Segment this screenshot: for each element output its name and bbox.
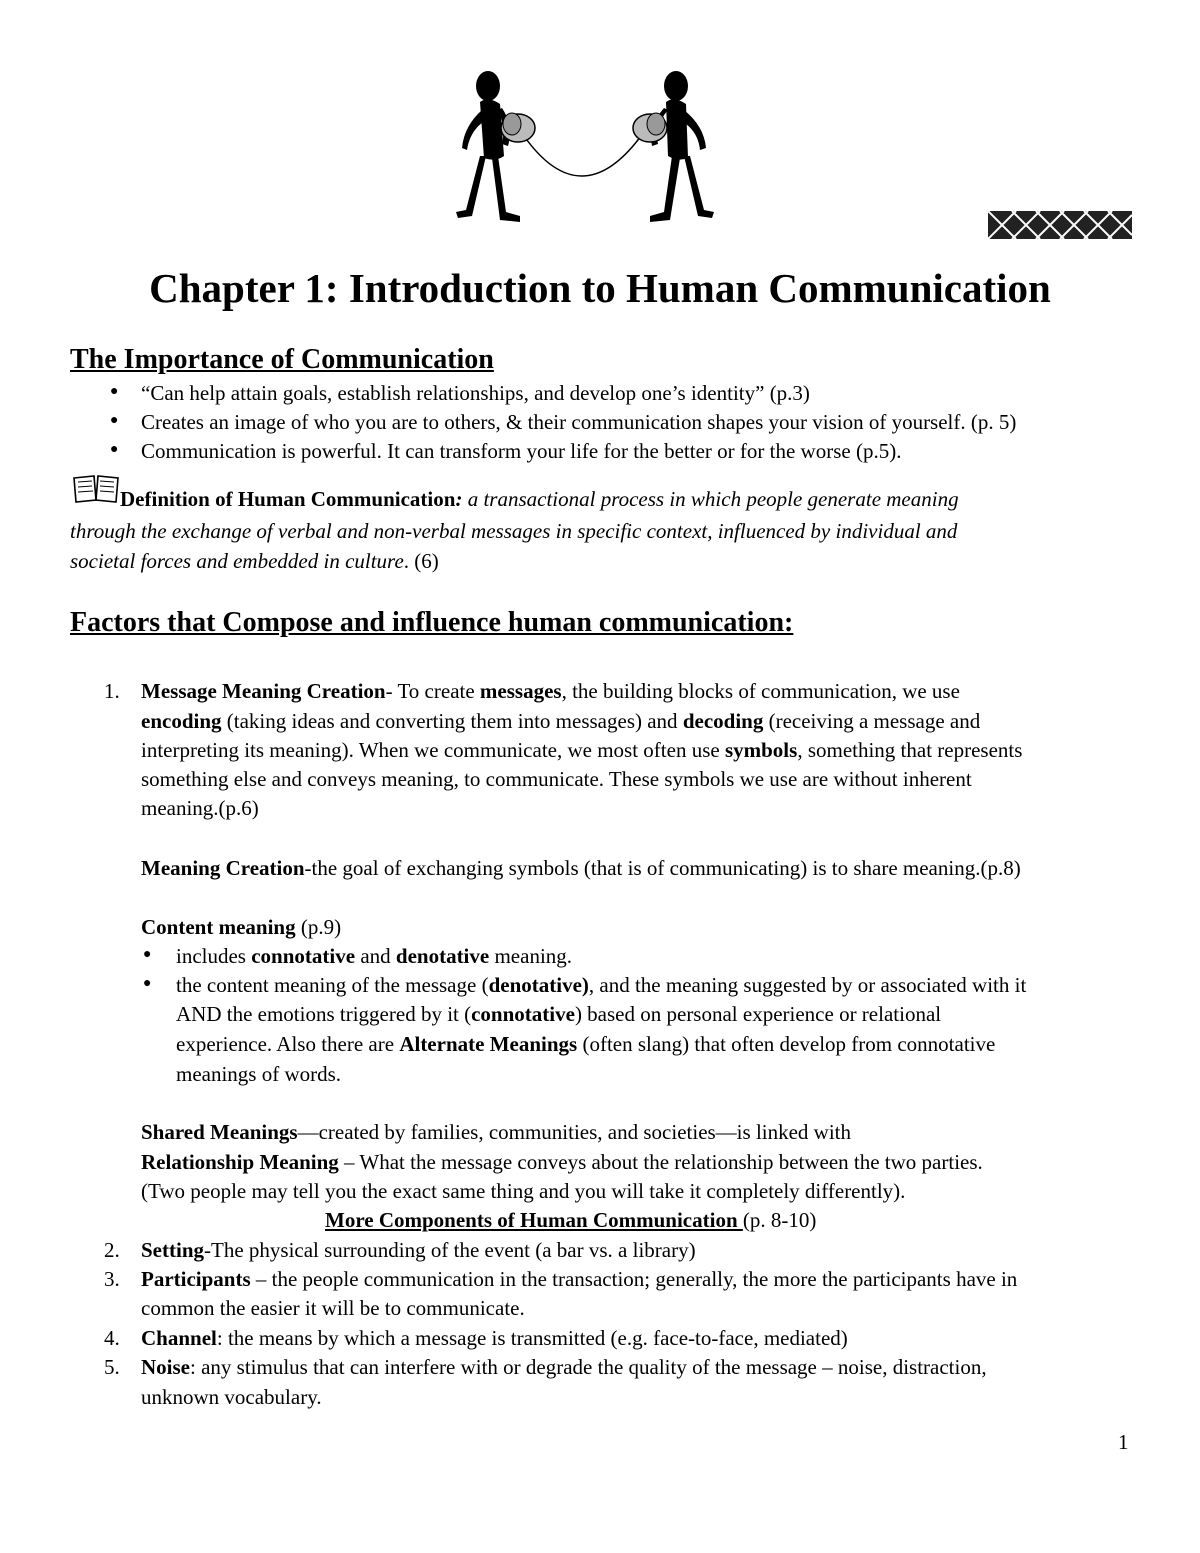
content-meaning-heading: Content meaning (p.9) bbox=[141, 915, 342, 939]
definition-label: Definition of Human Communication bbox=[120, 487, 456, 511]
content-bullet-1: includes connotative and denotative meaning. bbox=[176, 944, 573, 968]
item1-line-4: something else and conveys meaning, to communicate. These symbols we use are without inherent bbox=[141, 767, 972, 791]
item-noise-line-2: unknown vocabulary. bbox=[141, 1385, 322, 1409]
item-channel: Channel: the means by which a message is transmitted (e.g. face-to-face, mediated) bbox=[141, 1326, 848, 1350]
definition-line-2: through the exchange of verbal and non-verbal messages in specific context, influenced by individual and bbox=[70, 519, 958, 543]
content-bullet-2-line-4: meanings of words. bbox=[176, 1062, 342, 1086]
importance-heading: The Importance of Communication bbox=[70, 344, 494, 375]
list-number: 1. bbox=[104, 679, 120, 703]
item-noise: Noise: any stimulus that can interfere with or degrade the quality of the message – noise, distraction, bbox=[141, 1355, 987, 1379]
open-book-icon bbox=[72, 474, 120, 504]
two-people-tin-can-phone-icon bbox=[436, 66, 726, 230]
item-participants-line-2: common the easier it will be to communicate. bbox=[141, 1296, 525, 1320]
item1-line-5: meaning.(p.6) bbox=[141, 796, 259, 820]
definition-line-3: societal forces and embedded in culture. (6) bbox=[70, 549, 439, 573]
bullet-icon: ● bbox=[110, 442, 119, 457]
importance-bullet-2: Creates an image of who you are to others, & their communication shapes your vision of yourself. (p. 5) bbox=[141, 410, 1017, 434]
bullet-icon: ● bbox=[143, 976, 152, 991]
item-setting: Setting-The physical surrounding of the event (a bar vs. a library) bbox=[141, 1238, 696, 1262]
list-number: 2. bbox=[104, 1238, 120, 1262]
content-bullet-2-line-2: AND the emotions triggered by it (connotative) based on personal experience or relational bbox=[176, 1002, 942, 1026]
crosshatch-strip-icon bbox=[988, 211, 1132, 239]
definition-line-1: Definition of Human Communication: a transactional process in which people generate meaning bbox=[120, 487, 959, 511]
item1-line-3: interpreting its meaning). When we communicate, we most often use symbols, something that represents bbox=[141, 738, 1023, 762]
content-bullet-2-line-3: experience. Also there are Alternate Meanings (often slang) that often develop from connotative bbox=[176, 1032, 996, 1056]
relationship-meaning-line-2: (Two people may tell you the exact same thing and you will take it completely differently). bbox=[141, 1179, 906, 1203]
bullet-icon: ● bbox=[110, 413, 119, 428]
content-bullet-2-line-1: the content meaning of the message (denotative), and the meaning suggested by or associated with it bbox=[176, 973, 1027, 997]
item-participants: Participants – the people communication in the transaction; generally, the more the participants have in bbox=[141, 1267, 1018, 1291]
page-title: Chapter 1: Introduction to Human Communication bbox=[149, 265, 1051, 311]
meaning-creation: Meaning Creation-the goal of exchanging symbols (that is of communicating) is to share meaning.(p.8) bbox=[141, 856, 1021, 880]
list-number: 4. bbox=[104, 1326, 120, 1350]
bullet-icon: ● bbox=[110, 384, 119, 399]
list-number: 3. bbox=[104, 1267, 120, 1291]
relationship-meaning: Relationship Meaning – What the message conveys about the relationship between the two parties. bbox=[141, 1150, 983, 1174]
factors-heading: Factors that Compose and influence human communication: bbox=[70, 607, 794, 638]
shared-meanings: Shared Meanings—created by families, communities, and societies—is linked with bbox=[141, 1120, 852, 1144]
bullet-icon: ● bbox=[143, 947, 152, 962]
list-number: 5. bbox=[104, 1355, 120, 1379]
item1-line-2: encoding (taking ideas and converting them into messages) and decoding (receiving a message and bbox=[141, 709, 981, 733]
page-number: 1 bbox=[1118, 1430, 1129, 1454]
item1-line-1: Message Meaning Creation- To create messages, the building blocks of communication, we use bbox=[141, 679, 960, 703]
importance-bullet-3: Communication is powerful. It can transform your life for the better or for the worse (p.5). bbox=[141, 439, 902, 463]
more-components-heading: More Components of Human Communication (p. 8-10) bbox=[325, 1208, 817, 1232]
importance-bullet-1: “Can help attain goals, establish relationships, and develop one’s identity” (p.3) bbox=[141, 381, 810, 405]
